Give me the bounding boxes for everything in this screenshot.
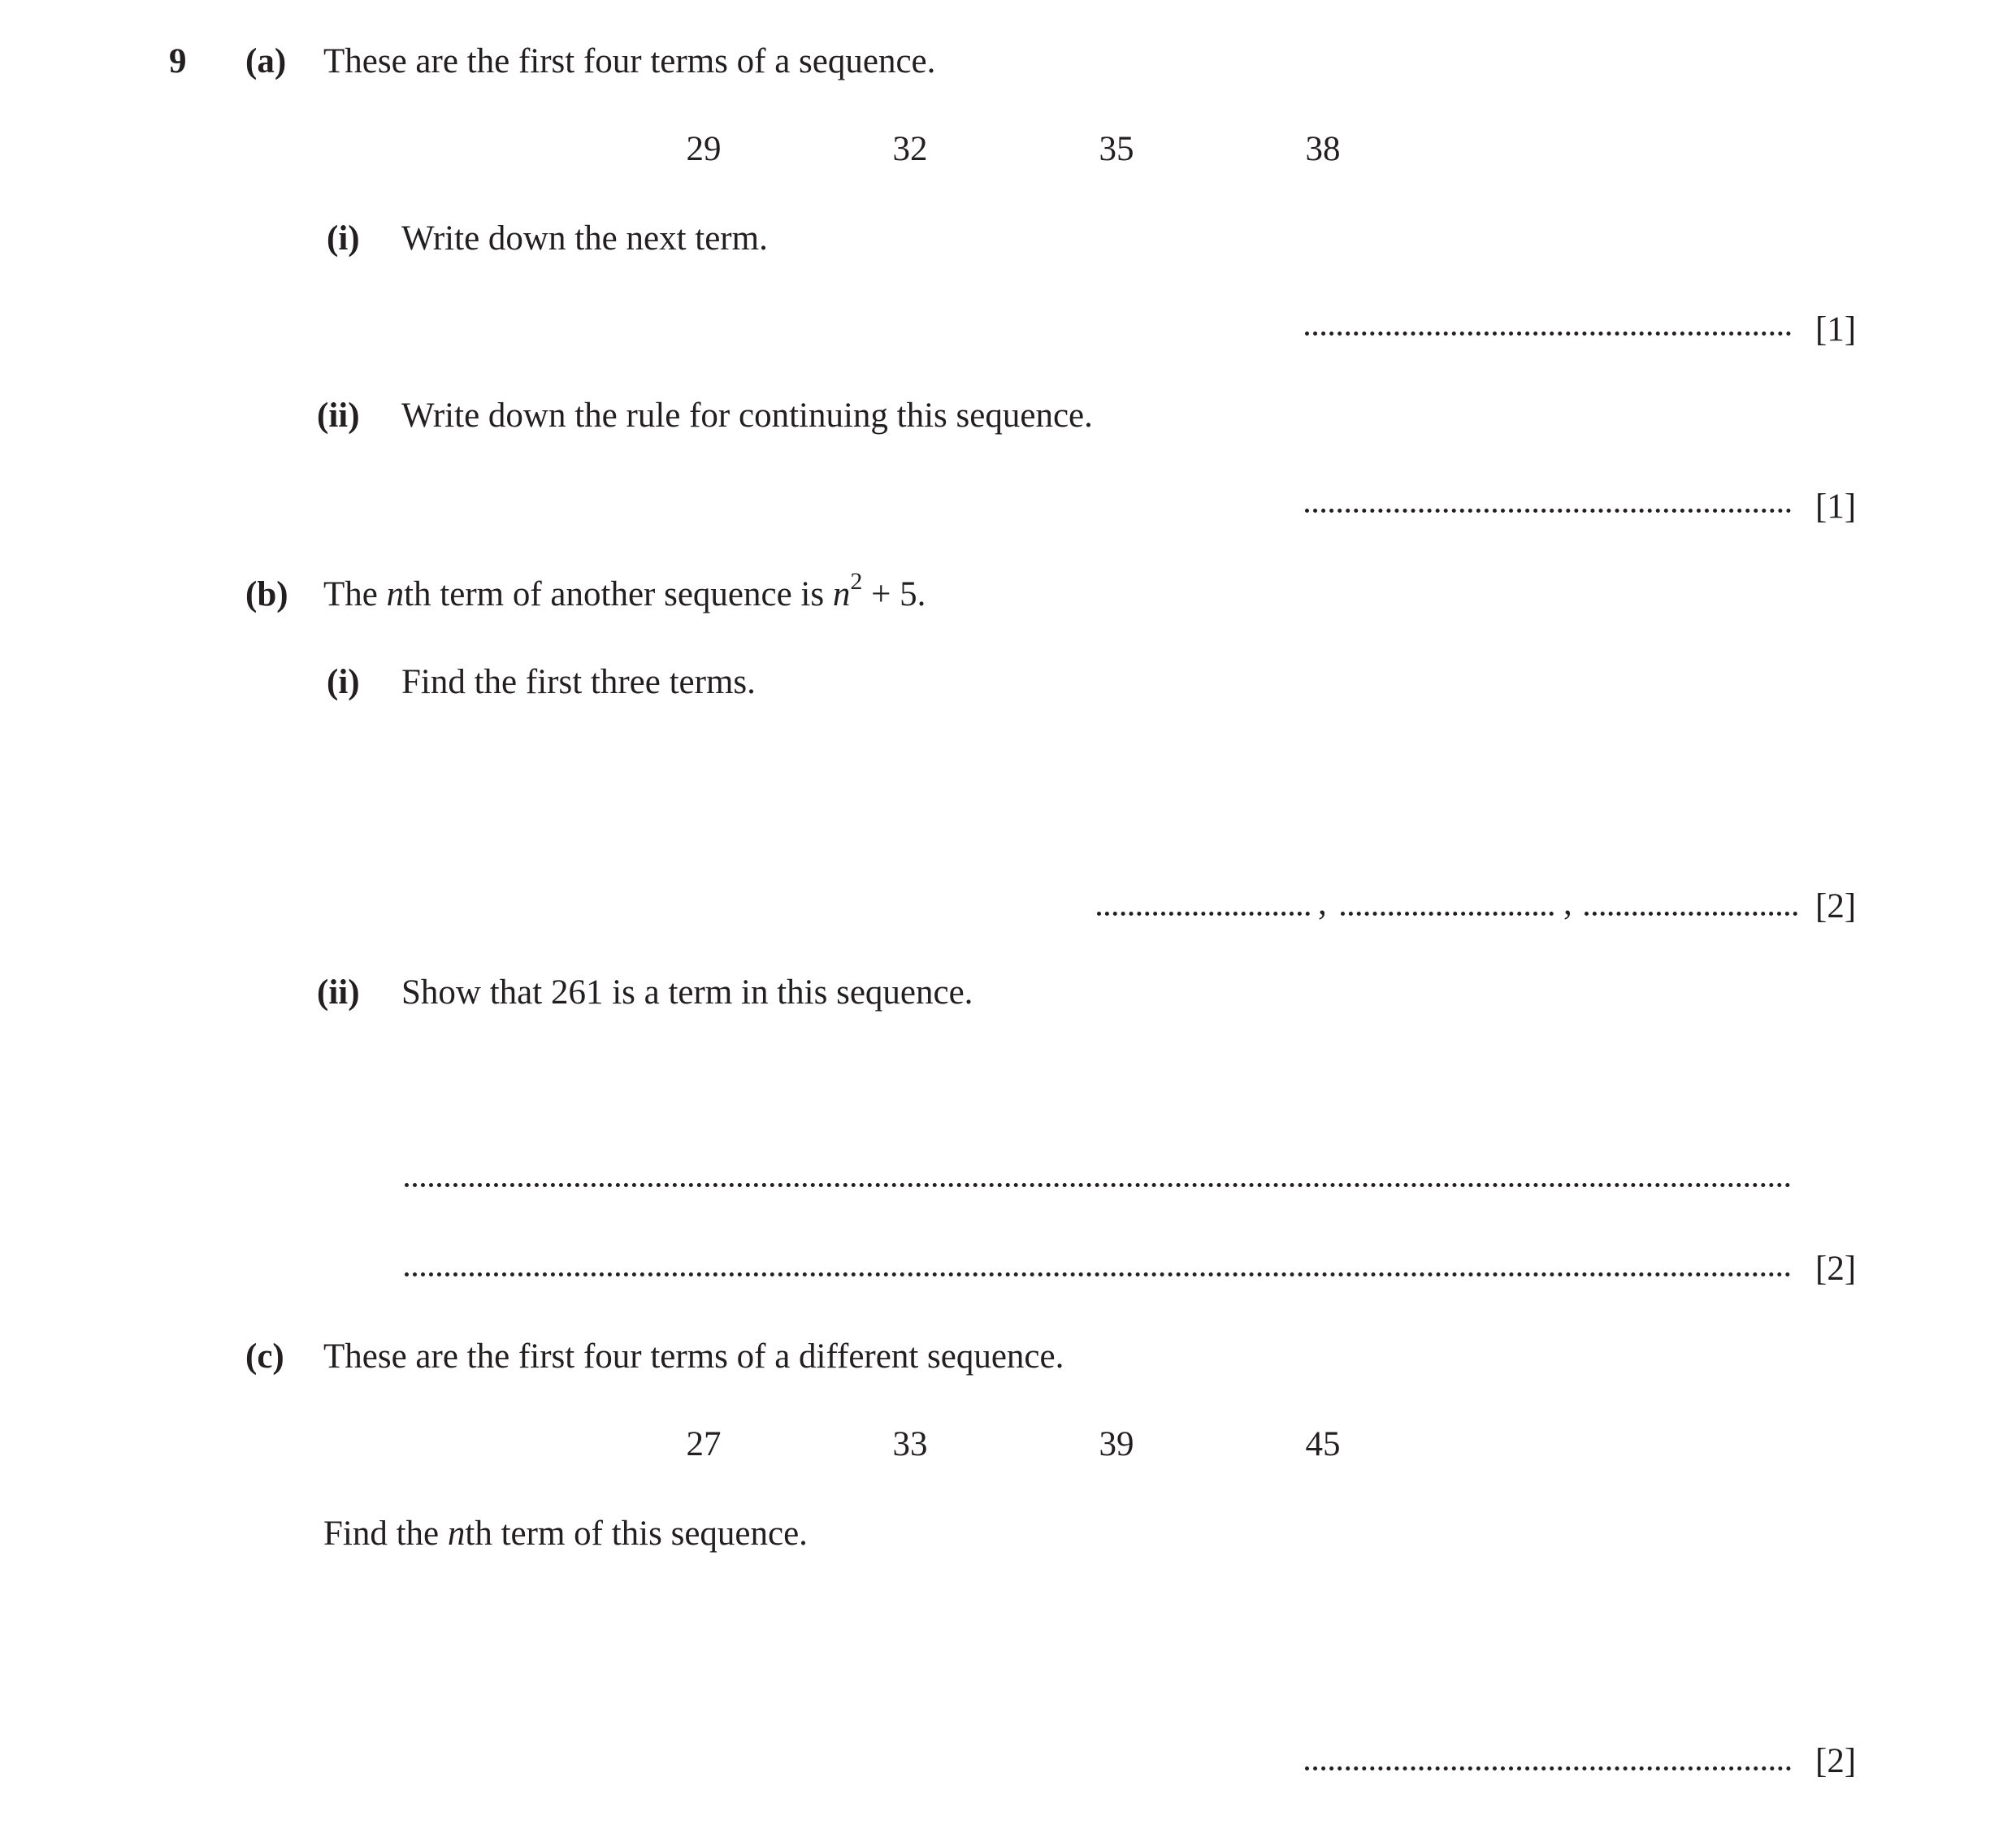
part-a-text: These are the first four terms of a sequence. [323, 42, 936, 80]
sequence-c-term-1: 27 [686, 1425, 722, 1463]
answer-line-c[interactable] [1305, 1766, 1791, 1770]
answer-line-b-i-3[interactable] [1585, 912, 1797, 916]
formula-n: n [832, 575, 851, 613]
marks-a-i: [1] [1815, 310, 1857, 349]
part-c-text: These are the first four terms of a different sequence. [323, 1337, 1064, 1376]
sequence-a-term-4: 38 [1305, 130, 1341, 168]
sequence-c-term-4: 45 [1305, 1425, 1341, 1463]
part-b-ii-text: Show that 261 is a term in this sequence. [401, 973, 973, 1012]
part-a-ii-label: (ii) [317, 397, 360, 435]
sequence-c-term-2: 33 [892, 1425, 928, 1463]
comma-1: , [1318, 884, 1327, 922]
answer-line-a-ii[interactable] [1305, 509, 1791, 513]
sequence-c-term-3: 39 [1099, 1425, 1134, 1463]
answer-line-b-ii-2[interactable] [405, 1272, 1791, 1276]
part-c-label: (c) [245, 1337, 284, 1376]
marks-c: [2] [1815, 1742, 1857, 1780]
sequence-a-term-2: 32 [892, 130, 928, 168]
part-a-i-text: Write down the next term. [401, 219, 768, 258]
answer-line-b-i-1[interactable] [1097, 912, 1310, 916]
part-a-i-label: (i) [327, 219, 360, 258]
sequence-a-term-3: 35 [1099, 130, 1134, 168]
formula-rest: + 5. [862, 575, 926, 613]
answer-line-b-i-2[interactable] [1341, 912, 1554, 916]
part-a-label: (a) [245, 42, 287, 80]
answer-line-b-ii-1[interactable] [405, 1183, 1791, 1187]
part-b-text: The nth term of another sequence is $n^2 + 5$. [323, 568, 926, 613]
answer-line-a-i[interactable] [1305, 332, 1791, 336]
marks-a-ii: [1] [1815, 488, 1857, 526]
part-b-label: (b) [245, 575, 288, 613]
part-b-ii-label: (ii) [317, 973, 360, 1012]
part-b-i-text: Find the first three terms. [401, 663, 756, 701]
part-c-find-text: Find the nth term of this sequence. [323, 1515, 808, 1553]
formula-exponent: 2 [850, 568, 863, 595]
marks-b-i: [2] [1815, 887, 1857, 925]
comma-2: , [1563, 884, 1572, 922]
marks-b-ii: [2] [1815, 1250, 1857, 1288]
sequence-a-term-1: 29 [686, 130, 722, 168]
question-number: 9 [169, 42, 187, 80]
part-a-ii-text: Write down the rule for continuing this sequence. [401, 397, 1093, 435]
part-b-i-label: (i) [327, 663, 360, 701]
